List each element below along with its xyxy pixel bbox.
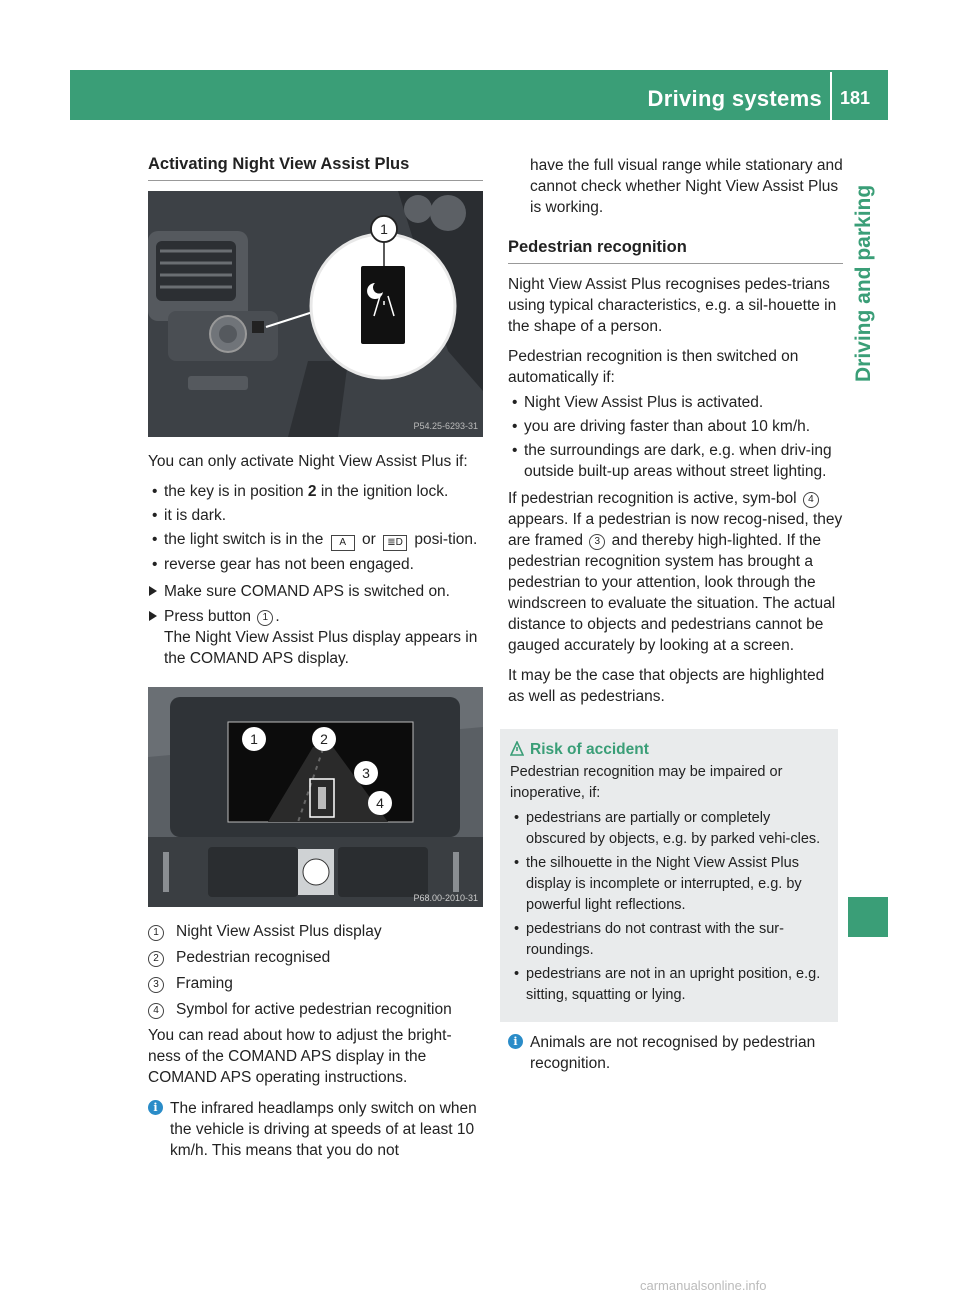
warning-title: Risk of accident	[510, 739, 828, 760]
list-item: • Night View Assist Plus is activated.	[508, 392, 843, 413]
figure-legend	[148, 921, 483, 1020]
step-press-button: Press button 1 . The Night View Assist Plus display appears in the COMAND APS display.	[148, 606, 483, 669]
photo2-callout-4: 4	[376, 795, 384, 811]
section-heading-pedestrian: Pedestrian recognition	[508, 238, 843, 264]
step-comand-on: Make sure COMAND APS is switched on.	[148, 581, 483, 602]
list-item: • reverse gear has not been engaged.	[148, 554, 483, 575]
photo1-callout-1: 1	[380, 221, 388, 237]
info-icon: i	[508, 1034, 523, 1049]
paragraph: Pedestrian recognition is then switched on automatically if:	[508, 348, 799, 386]
watermark: carmanualsonline.info	[640, 1278, 767, 1293]
info-icon: i	[148, 1100, 163, 1115]
side-tab-label: Driving and parking	[852, 184, 875, 382]
legend-item: 1 Night View Assist Plus display	[148, 921, 483, 942]
legend-item: 3 Framing	[148, 973, 483, 994]
photo1-code: P54.25-6293-31	[413, 421, 478, 431]
paragraph: If pedestrian recognition is active, sym-bol 4 appears. If a pedestrian is now recog-nised, they are framed 3 and thereby high-lighted. If the pedestrian recognition system has brought a pedestrian to your attention, look through the windscreen to evaluate the situation. The actual distance to objects and pedestrians cannot be gauged accurately by looking at a screen.	[508, 490, 843, 654]
low-beam-icon: ≣D	[383, 535, 407, 551]
warning-icon	[510, 741, 524, 757]
list-item: • the surroundings are dark, e.g. when driv-ing outside built-up areas without street lighting.	[508, 440, 843, 482]
list-item: • it is dark.	[148, 505, 483, 526]
dashboard-button-photo	[148, 191, 483, 437]
list-item: • the silhouette in the Night View Assist Plus display is incomplete or interrupted, e.g. by powerful light reflections.	[510, 853, 828, 916]
photo2-callout-1: 1	[250, 731, 258, 747]
photo2-callout-2: 2	[320, 731, 328, 747]
pedestrian-conditions	[508, 392, 843, 482]
continued-paragraph: have the full visual range while stationary and cannot check whether Night View Assist Plus is working.	[530, 157, 843, 216]
header-separator	[830, 72, 832, 120]
list-item: • pedestrians are partially or completely obscured by objects, e.g. by parked vehi-cles.	[510, 808, 828, 850]
info-note-animals: i Animals are not recognised by pedestrian recognition.	[508, 1032, 843, 1074]
warning-intro: Pedestrian recognition may be impaired or inoperative, if:	[510, 764, 783, 801]
list-item: • the key is in position 2 in the ignition lock.	[148, 481, 483, 502]
section-heading-activating: Activating Night View Assist Plus	[148, 155, 483, 181]
list-item: • the light switch is in the A or ≣D posi-tion.	[148, 529, 483, 551]
brightness-paragraph: You can read about how to adjust the bright-ness of the COMAND APS display in the COMAND APS operating instructions.	[148, 1027, 452, 1086]
chapter-title: Driving systems	[647, 86, 822, 111]
list-item: • you are driving faster than about 10 km/h.	[508, 416, 843, 437]
paragraph: It may be the case that objects are highlighted as well as pedestrians.	[508, 667, 825, 705]
right-column	[508, 155, 843, 1074]
photo2-callout-3: 3	[362, 765, 370, 781]
callout-number: 3	[589, 534, 605, 550]
callout-number: 4	[803, 492, 819, 508]
callout-number: 1	[257, 610, 273, 626]
left-column	[148, 155, 483, 1161]
page-number: 181	[840, 88, 871, 108]
info-note-headlamps: i The infrared headlamps only switch on when the vehicle is driving at speeds of at least 10 km/h. This means that you do not	[148, 1098, 483, 1161]
warning-box	[500, 729, 838, 1022]
list-item: • pedestrians do not contrast with the sur-roundings.	[510, 919, 828, 961]
auto-light-icon: A	[331, 535, 355, 551]
photo2-code: P68.00-2010-31	[413, 893, 478, 903]
comand-display-photo	[148, 687, 483, 907]
side-tab-marker	[848, 897, 888, 937]
legend-item: 4 Symbol for active pedestrian recognition	[148, 999, 483, 1020]
activation-conditions	[148, 481, 483, 575]
paragraph: Night View Assist Plus recognises pedes-trians using typical characteristics, e.g. a sil-houette in the shape of a person.	[508, 276, 837, 335]
intro-paragraph: You can only activate Night View Assist Plus if:	[148, 453, 468, 470]
legend-item: 2 Pedestrian recognised	[148, 947, 483, 968]
list-item: • pedestrians are not in an upright position, e.g. sitting, squatting or lying.	[510, 964, 828, 1006]
warning-list	[510, 808, 828, 1006]
